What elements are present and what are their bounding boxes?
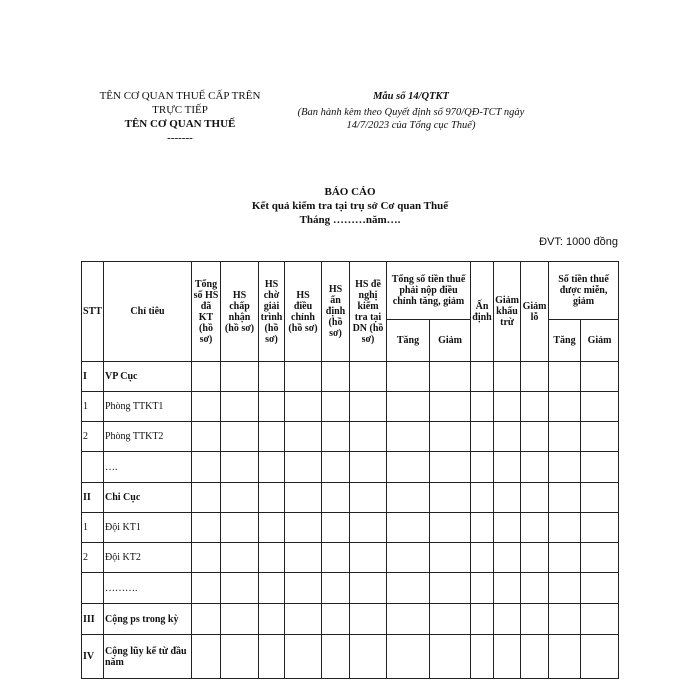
header-divider: ------- — [167, 132, 193, 144]
report-title-block — [200, 185, 500, 227]
row-label: ………. — [104, 573, 192, 604]
header-adjusted-files: HS điều chỉnh (hồ sơ) — [285, 262, 322, 362]
header-pending-explanation-files: HS chờ giải trình (hồ sơ) — [259, 262, 285, 362]
tax-authority-name: TÊN CƠ QUAN THUẾ — [124, 118, 236, 130]
header-chi-tieu: Chỉ tiêu — [104, 262, 192, 362]
report-period: Tháng ………năm…. — [299, 214, 401, 226]
row-label: Phòng TTKT2 — [104, 422, 192, 452]
header-decrease: Giảm — [430, 320, 471, 362]
table-row — [82, 573, 619, 604]
header-loss-reduction: Giảm lỗ — [521, 262, 549, 362]
table-row — [82, 452, 619, 483]
header-exempted-tax: Số tiền thuế được miễn, giảm — [549, 262, 619, 320]
row-stt — [82, 452, 104, 483]
superior-authority-line1: TÊN CƠ QUAN THUẾ CẤP TRÊN — [99, 90, 261, 102]
row-stt: 2 — [82, 422, 104, 452]
row-label: Chi Cục — [104, 483, 192, 513]
row-label: Đội KT2 — [104, 543, 192, 573]
issuance-note: (Ban hành kèm theo Quyết định số 970/QĐ-TCT ngày — [297, 107, 525, 118]
unit-label: ĐVT: 1000 đồng — [539, 236, 618, 248]
header-exempt-increase: Tăng — [549, 320, 581, 362]
row-label: …. — [104, 452, 192, 483]
table-row — [82, 422, 619, 452]
row-stt: 1 — [82, 392, 104, 422]
table-row — [82, 604, 619, 635]
row-label: VP Cục — [104, 362, 192, 392]
row-label: Phòng TTKT1 — [104, 392, 192, 422]
table-row — [82, 483, 619, 513]
header-exempt-decrease: Giảm — [581, 320, 619, 362]
table-row — [82, 362, 619, 392]
row-stt: 2 — [82, 543, 104, 573]
header-total-tax-adjusted: Tổng số tiền thuế phải nộp điều chỉnh tăng, giảm — [387, 262, 471, 320]
table-row — [82, 513, 619, 543]
row-stt: 1 — [82, 513, 104, 543]
report-subtitle: Kết quả kiểm tra tại trụ sở Cơ quan Thuế — [251, 200, 449, 212]
row-label: Cộng ps trong kỳ — [104, 604, 192, 635]
row-label: Đội KT1 — [104, 513, 192, 543]
row-stt: III — [82, 604, 104, 635]
header-deduction-reduction: Giảm khấu trừ — [494, 262, 521, 362]
report-title: BÁO CÁO — [324, 186, 376, 198]
header-accepted-files: HS chấp nhận (hồ sơ) — [221, 262, 259, 362]
form-number: Mẫu số 14/QTKT — [373, 91, 449, 102]
row-stt: IV — [82, 635, 104, 679]
header-onsite-inspection-files: HS đề nghị kiểm tra tại DN (hồ sơ) — [350, 262, 387, 362]
table-row — [82, 635, 619, 679]
table-row — [82, 392, 619, 422]
report-table — [81, 261, 619, 679]
issuing-authority-header — [80, 89, 280, 145]
issuance-note-line2: 14/7/2023 của Tổng cục Thuế) — [346, 120, 476, 131]
row-label: Cộng lũy kế từ đầu năm — [104, 635, 192, 679]
row-stt: II — [82, 483, 104, 513]
header-assessed-files: HS ấn định (hồ sơ) — [322, 262, 350, 362]
table-row — [82, 543, 619, 573]
row-stt: I — [82, 362, 104, 392]
header-assessment: Ấn định — [471, 262, 494, 362]
header-increase: Tăng — [387, 320, 430, 362]
header-total-files: Tổng số HS đã KT (hồ sơ) — [192, 262, 221, 362]
form-reference-header — [278, 89, 544, 134]
header-stt: STT — [82, 262, 104, 362]
row-stt — [82, 573, 104, 604]
superior-authority-line2: TRỰC TIẾP — [152, 104, 208, 116]
